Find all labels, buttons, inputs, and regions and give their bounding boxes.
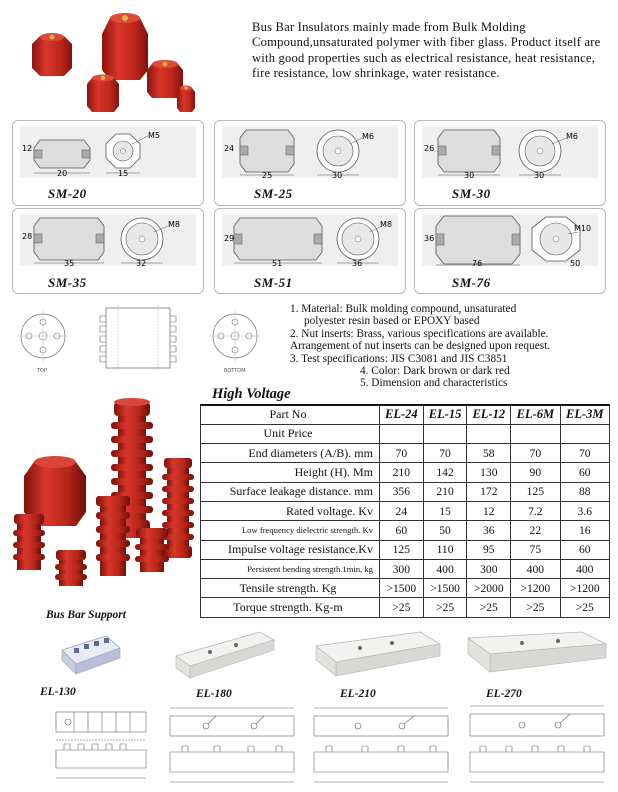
el-270-label: EL-270 bbox=[486, 688, 522, 700]
sm-76-height-label: 36 bbox=[424, 234, 435, 243]
spec-table bbox=[200, 404, 610, 618]
sm-20-length-label: 20 bbox=[57, 169, 68, 178]
col-header: EL-3M bbox=[560, 405, 609, 424]
sm-51-thread-label: M8 bbox=[380, 220, 392, 229]
cell: 75 bbox=[511, 540, 560, 559]
table-row bbox=[201, 521, 610, 540]
note-2: 2. Nut inserts: Brass, various specifications are available. bbox=[290, 327, 549, 340]
el-180-drawing bbox=[162, 702, 302, 788]
sm-35-height-label: 28 bbox=[22, 232, 33, 241]
sm-25-drawing bbox=[222, 126, 398, 178]
cell: >1200 bbox=[511, 579, 560, 598]
el-130-label: EL-130 bbox=[40, 686, 76, 698]
sm-25-dia-label: 30 bbox=[332, 171, 343, 178]
col-header: EL-12 bbox=[467, 405, 511, 424]
cell: 70 bbox=[379, 444, 423, 463]
table-row bbox=[201, 444, 610, 463]
el-270-photo bbox=[462, 624, 612, 686]
insulator-bottom-view-drawing bbox=[204, 306, 266, 374]
table-row bbox=[201, 559, 610, 578]
row-label: Rated voltage. Kv bbox=[201, 501, 380, 520]
sm-30-drawing-area bbox=[422, 126, 598, 178]
cell: 110 bbox=[423, 540, 467, 559]
bus-bar-support-title: Bus Bar Support bbox=[46, 609, 126, 621]
sm-20-thread-label: M5 bbox=[148, 131, 160, 140]
cell: 22 bbox=[511, 521, 560, 540]
sm-76-model-label: SM-76 bbox=[452, 275, 491, 290]
sm-51-length-label: 51 bbox=[272, 259, 283, 266]
sm-20-drawing-area bbox=[20, 126, 196, 178]
cell: 300 bbox=[467, 559, 511, 578]
sm-51-drawing-area bbox=[222, 214, 398, 266]
cell: 70 bbox=[560, 444, 609, 463]
sm-30-model-label: SM-30 bbox=[452, 186, 491, 201]
el-210-label: EL-210 bbox=[340, 688, 376, 700]
cell: 16 bbox=[560, 521, 609, 540]
cell: 15 bbox=[423, 501, 467, 520]
sm-35-drawing-area bbox=[20, 214, 196, 266]
note-4: 4. Color: Dark brown or dark red bbox=[360, 365, 510, 378]
sm-76-length-label: 76 bbox=[472, 259, 483, 266]
col-header: EL-6M bbox=[511, 405, 560, 424]
sm-20-model-label: SM-20 bbox=[48, 186, 87, 201]
sm-35-length-label: 35 bbox=[64, 259, 75, 266]
table-row bbox=[201, 424, 610, 443]
table-row bbox=[201, 540, 610, 559]
table-row bbox=[201, 501, 610, 520]
note-1-cont: polyester resin based or EPOXY based bbox=[304, 315, 480, 328]
sm-20-drawing bbox=[20, 126, 196, 178]
cell: >2000 bbox=[467, 579, 511, 598]
sm-35-thread-label: M8 bbox=[168, 220, 180, 229]
cell: 88 bbox=[560, 482, 609, 501]
note-3: 3. Test specifications: JIS C3081 and JIS C3851 bbox=[290, 352, 508, 365]
sm-76-dia-label: 50 bbox=[570, 259, 581, 266]
intro-text: Bus Bar Insulators mainly made from Bulk Molding Compound,unsaturated polymer with fiber glass. Product itself are with good properties such as electrical resistance, heat resistance, fire resistance, low shrinkage, water resistance. bbox=[252, 20, 601, 81]
bottom-view-label: BOTTOM bbox=[224, 368, 246, 374]
sm-30-dia-label: 30 bbox=[534, 171, 545, 178]
sm-30-height-label: 26 bbox=[424, 144, 435, 153]
cell: 90 bbox=[511, 463, 560, 482]
cell: 400 bbox=[423, 559, 467, 578]
sm-51-drawing bbox=[222, 214, 398, 266]
el-130-drawing bbox=[44, 704, 162, 786]
sm-25-thread-label: M6 bbox=[362, 132, 374, 141]
el-180-label: EL-180 bbox=[196, 688, 232, 700]
sm-35-drawing bbox=[20, 214, 196, 266]
cell: >25 bbox=[467, 598, 511, 617]
insulators-photo bbox=[30, 6, 210, 118]
cell: 125 bbox=[379, 540, 423, 559]
cell: 12 bbox=[467, 501, 511, 520]
row-label: Impulse voltage resistance.Kv bbox=[201, 540, 380, 559]
table-row bbox=[201, 482, 610, 501]
cell: 70 bbox=[423, 444, 467, 463]
note-5: 5. Dimension and characteristics bbox=[360, 377, 508, 390]
sm-76-drawing bbox=[422, 214, 598, 266]
cell: 210 bbox=[423, 482, 467, 501]
cell: 130 bbox=[467, 463, 511, 482]
cell: 70 bbox=[511, 444, 560, 463]
cell bbox=[423, 424, 467, 443]
table-header-row bbox=[201, 405, 610, 424]
table-title: High Voltage bbox=[212, 386, 291, 402]
row-label: End diameters (A/B). mm bbox=[201, 444, 380, 463]
row-label: Persistent bending strength.1min, kg bbox=[201, 559, 380, 578]
sm-25-drawing-area bbox=[222, 126, 398, 178]
row-label: Unit Price bbox=[201, 424, 380, 443]
cell: >25 bbox=[423, 598, 467, 617]
table-row bbox=[201, 579, 610, 598]
sm-25-model-label: SM-25 bbox=[254, 186, 293, 201]
high-voltage-insulators-photo bbox=[10, 396, 198, 592]
cell: 400 bbox=[511, 559, 560, 578]
cell bbox=[511, 424, 560, 443]
cell: >1500 bbox=[423, 579, 467, 598]
sm-25-length-label: 25 bbox=[262, 171, 273, 178]
row-label: Tensile strength. Kg bbox=[201, 579, 380, 598]
el-130-photo bbox=[56, 628, 126, 678]
sm-30-length-label: 30 bbox=[464, 171, 475, 178]
cell: 60 bbox=[379, 521, 423, 540]
sm-76-thread-label: M10 bbox=[574, 224, 592, 233]
sm-51-height-label: 29 bbox=[224, 234, 235, 243]
sm-25-height-label: 24 bbox=[224, 144, 235, 153]
top-view-label: TOP bbox=[37, 368, 48, 374]
cell bbox=[379, 424, 423, 443]
cell: 58 bbox=[467, 444, 511, 463]
sm-76-drawing-area bbox=[422, 214, 598, 266]
cell: 210 bbox=[379, 463, 423, 482]
cell: 60 bbox=[560, 540, 609, 559]
cell bbox=[560, 424, 609, 443]
notes-list bbox=[290, 303, 618, 390]
sm-30-thread-label: M6 bbox=[566, 132, 578, 141]
header-label: Part No bbox=[201, 405, 380, 424]
cell: 142 bbox=[423, 463, 467, 482]
sm-20-height-label: 12 bbox=[22, 144, 33, 153]
row-label: Torque strength. Kg-m bbox=[201, 598, 380, 617]
cell: >1500 bbox=[379, 579, 423, 598]
note-1: 1. Material: Bulk molding compound, unsaturated bbox=[290, 303, 517, 315]
table-row bbox=[201, 463, 610, 482]
cell: 172 bbox=[467, 482, 511, 501]
cell: >25 bbox=[560, 598, 609, 617]
cell: 7.2 bbox=[511, 501, 560, 520]
sm-35-dia-label: 32 bbox=[136, 259, 147, 266]
el-180-photo bbox=[170, 626, 280, 686]
cell: 356 bbox=[379, 482, 423, 501]
insulator-top-view-drawing bbox=[12, 306, 74, 374]
cell: 24 bbox=[379, 501, 423, 520]
sm-51-dia-label: 36 bbox=[352, 259, 363, 266]
sm-51-model-label: SM-51 bbox=[254, 275, 293, 290]
cell: >25 bbox=[379, 598, 423, 617]
cell: >1200 bbox=[560, 579, 609, 598]
sm-35-model-label: SM-35 bbox=[48, 275, 87, 290]
row-label: Height (H). Mm bbox=[201, 463, 380, 482]
el-210-photo bbox=[310, 626, 446, 686]
cell: 50 bbox=[423, 521, 467, 540]
cell: 60 bbox=[560, 463, 609, 482]
sm-30-drawing bbox=[422, 126, 598, 178]
cell: 400 bbox=[560, 559, 609, 578]
el-270-drawing bbox=[462, 700, 612, 788]
cell bbox=[467, 424, 511, 443]
sm-20-dia-label: 15 bbox=[118, 169, 129, 178]
cell: 300 bbox=[379, 559, 423, 578]
col-header: EL-15 bbox=[423, 405, 467, 424]
cell: 36 bbox=[467, 521, 511, 540]
insulator-side-view-drawing bbox=[88, 304, 188, 374]
cell: 125 bbox=[511, 482, 560, 501]
table-row bbox=[201, 598, 610, 617]
cell: >25 bbox=[511, 598, 560, 617]
cell: 3.6 bbox=[560, 501, 609, 520]
note-2-cont: Arrangement of nut inserts can be designed upon request. bbox=[290, 340, 551, 353]
row-label: Low frequency dielectric strength. Kv bbox=[201, 521, 380, 540]
col-header: EL-24 bbox=[379, 405, 423, 424]
row-label: Surface leakage distance. mm bbox=[201, 482, 380, 501]
el-210-drawing bbox=[306, 702, 456, 788]
cell: 95 bbox=[467, 540, 511, 559]
